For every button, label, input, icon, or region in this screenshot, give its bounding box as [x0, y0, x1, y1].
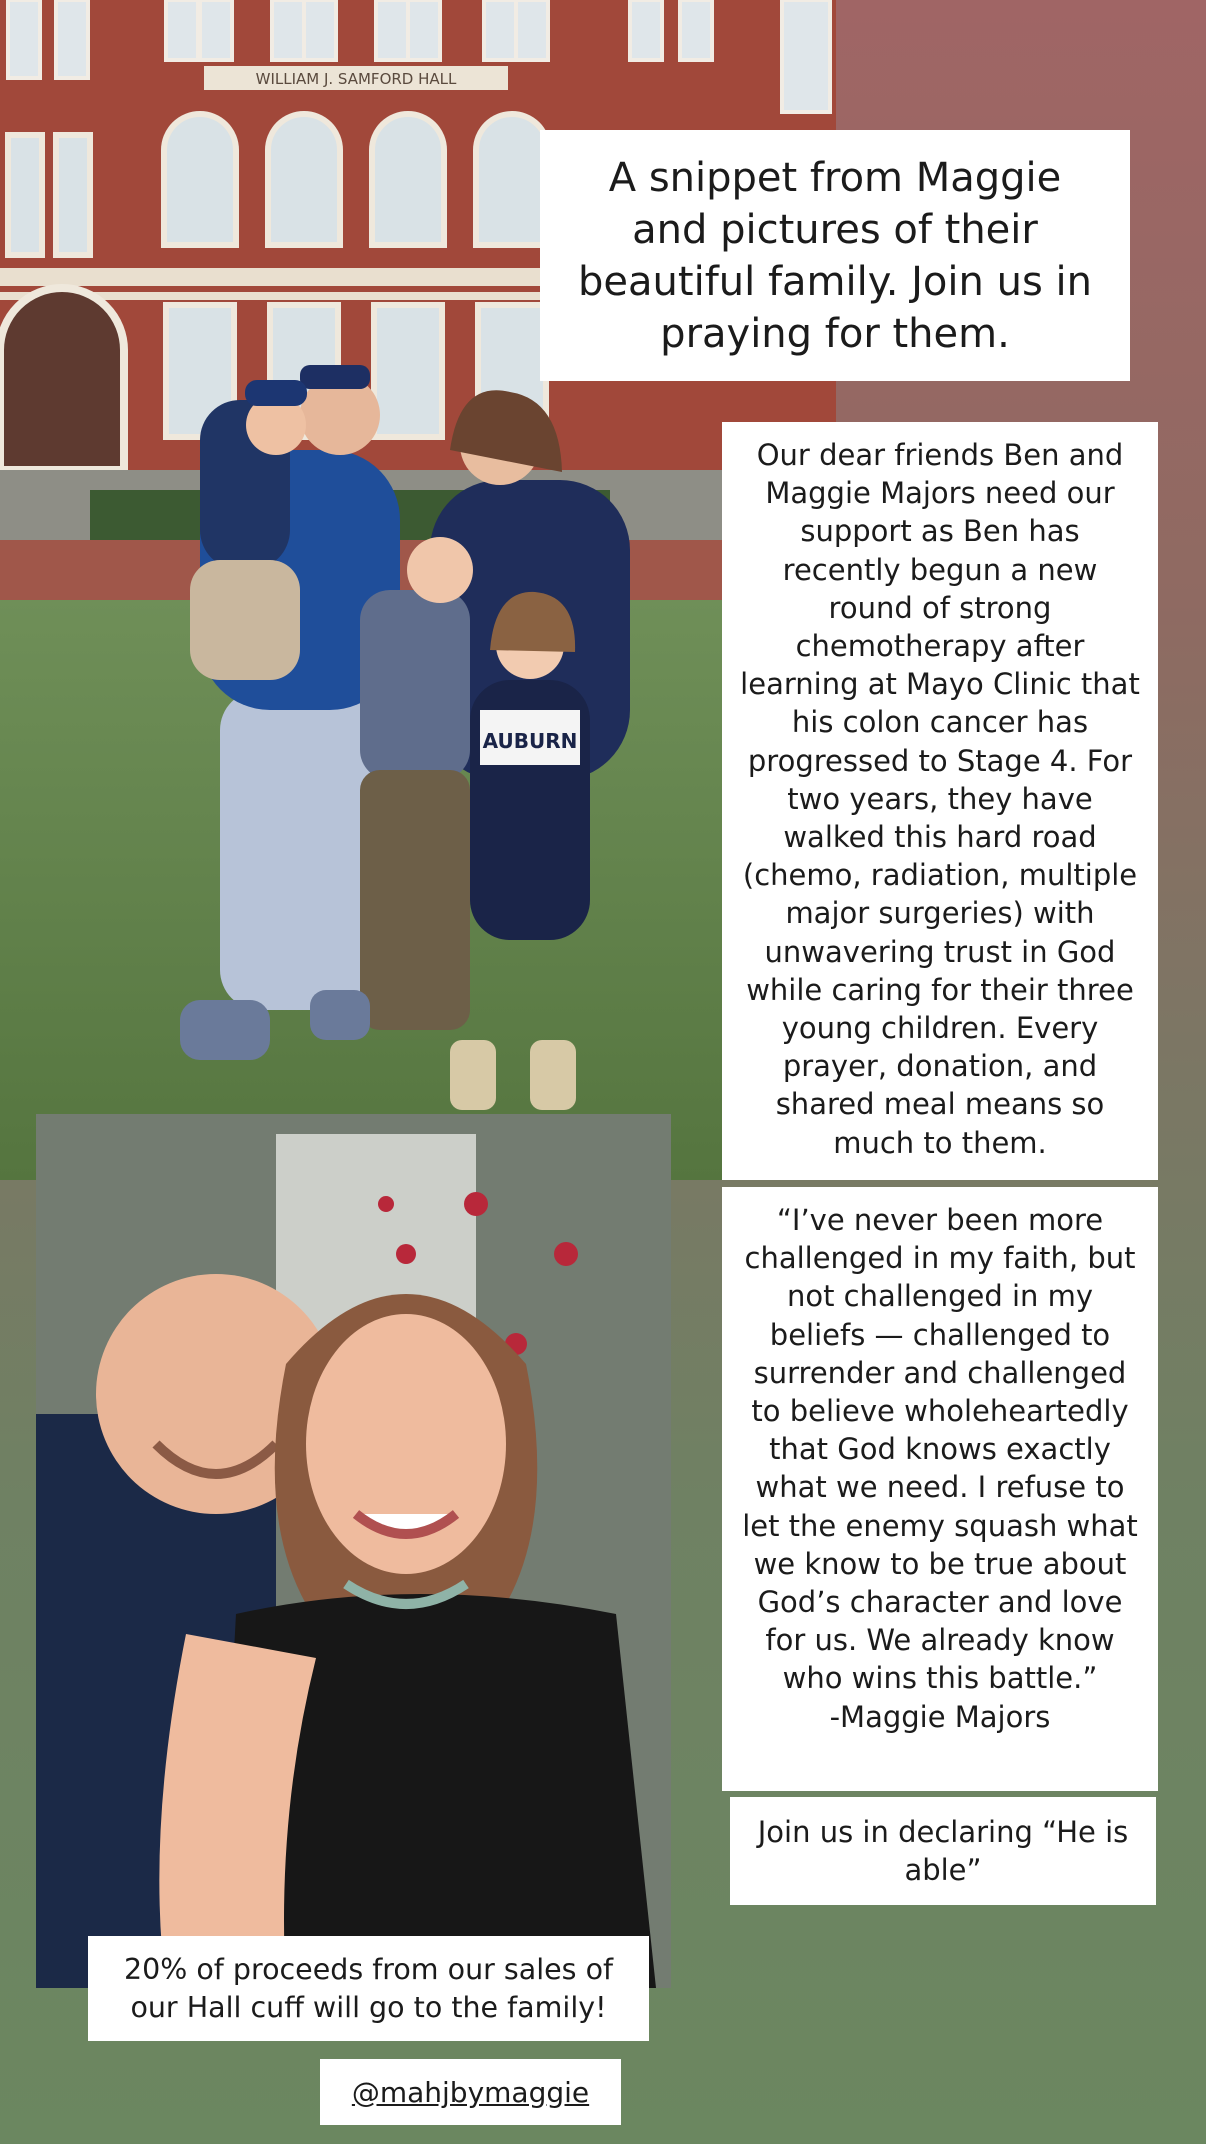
quote-text: “I’ve never been more challenged in my faith, but not challenged in my beliefs — challenged to surrender and challenged to believe wholeheartedly that God knows exactly what we need. I refuse to let the enemy squash what we know to be true about God’s character and love for us. We already know who wins this battle.” — [742, 1203, 1138, 1696]
selfie-photo — [36, 1114, 671, 1988]
declaration-text: Join us in declaring “He is able” — [757, 1815, 1129, 1887]
handle-mention[interactable] — [320, 2059, 621, 2125]
proceeds-box — [88, 1936, 649, 2041]
declaration-box — [730, 1797, 1156, 1905]
headline-text: A snippet from Maggie and pictures of their beautiful family. Join us in praying for them. — [578, 154, 1092, 357]
story-text: Our dear friends Ben and Maggie Majors need our support as Ben has recently begun a new round of strong chemotherapy after learning at Mayo Clinic that his colon cancer has progressed to Stage 4. For two years, they have walked this hard road (chemo, radiation, multiple major surgeries) with unwavering trust in God while caring for their three young children. Every prayer, donation, and shared meal means so much to them. — [740, 438, 1140, 1160]
hall-sign: WILLIAM J. SAMFORD HALL — [255, 70, 457, 88]
headline-box — [540, 130, 1130, 381]
quote-box — [722, 1187, 1158, 1791]
handle-link[interactable]: @mahjbymaggie — [351, 2075, 590, 2109]
story-box — [722, 422, 1158, 1180]
quote-attribution: -Maggie Majors — [829, 1699, 1051, 1734]
jersey-text: AUBURN — [482, 729, 578, 753]
proceeds-text: 20% of proceeds from our sales of our Hall cuff will go to the family! — [123, 1952, 614, 2024]
